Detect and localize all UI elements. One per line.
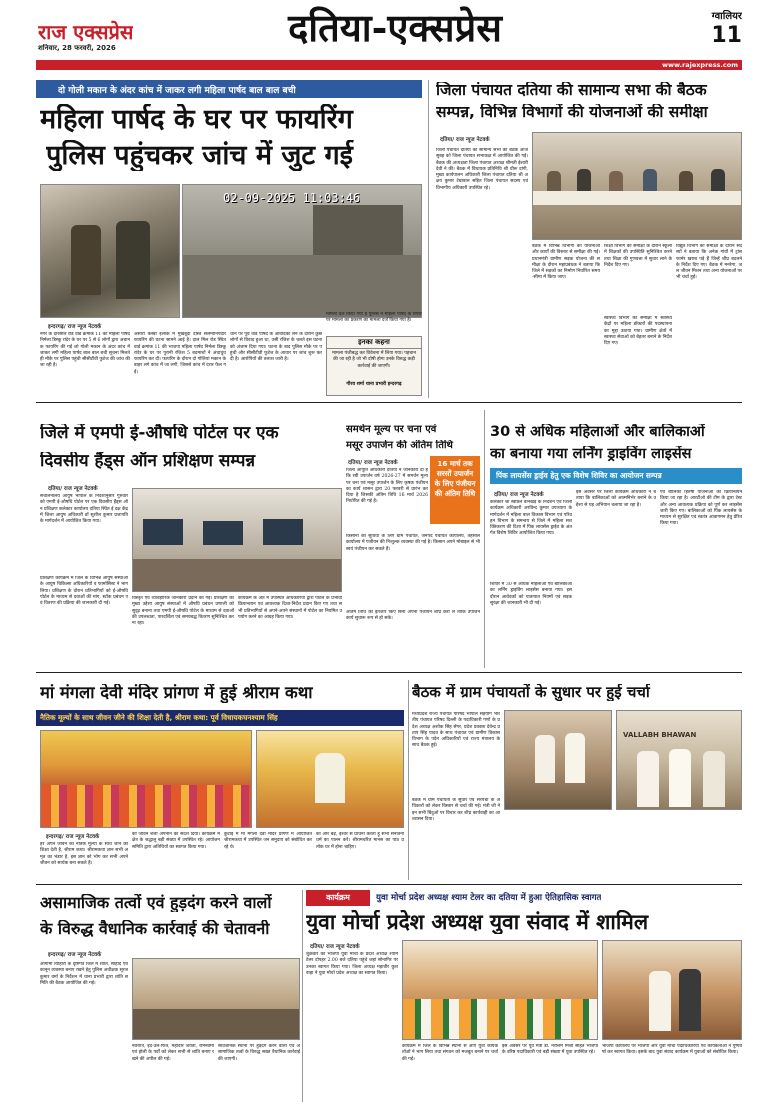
story7-body-2: बैठक में ग्राम पंचायतों के सुधार एवं सरपंचों के अधिकारों को लेकर विस्तार से चर्चा की गई। मंत्री जी ने इन सभी बिंदुओं पर विचार कर शीघ्र कार्यवाही का आश्वासन दिया। [412, 798, 500, 822]
story3-headline-1: जिले में एमपी ई-औषधि पोर्टल पर एक [40, 424, 279, 443]
story1-headline-1: महिला पार्षद के घर पर फायरिंग [40, 104, 353, 135]
story8-body-1: आगामी त्यौहारों के दृष्टिगत जिले में शांति, सौहार्द एवं कानून व्यवस्था बनाए रखने हेतु पुलिस अधीक्षक सूरज कुमार वर्मा के निर्देशन में थाना प्रभारी द्वारा शांति समिति की बैठक आयोजित की गई। [40, 962, 128, 986]
story4-body-2: किसानों की सुविधा के लिए ग्राम पंचायत, जनपद पंचायत कार्यालय, तहसील कार्यालय में पंजीयन की निःशुल्क व्यवस्था की गई है। किसान अपने मोबाइल से भी स्वयं पंजीयन कर सकते हैं। [346, 534, 480, 552]
story8-body-3: सार्वजनिक स्थानों पर हुड़दंग करने वालों एवं असामाजिक तत्वों के विरुद्ध सख्त वैधानिक कार्रवाई की जाएगी। [218, 1044, 300, 1062]
story3-photo-training [132, 488, 342, 592]
story6-subhead-band [36, 710, 404, 726]
story6-body-2: की जीवन शैली अपनाने का संदेश दिया। कार्यक्रम में क्षेत्र के श्रद्धालु बड़ी संख्या में उपस्थित रहे। आयोजन समिति द्वारा अतिथियों का स्वागत किया गया। [132, 832, 220, 850]
story2-headline-2: सम्पन्न, विभिन्न विभागों की योजनाओं की समीक्षा [436, 104, 708, 121]
story5-subhead-band [490, 468, 742, 484]
story4-byline: दतिया/ राज न्यूज नेटवर्क [348, 460, 398, 466]
story2-body-1: जिला पंचायत दतिया की सामान्य सभा की बैठक आज सुबह को जिला पंचायत सभाकक्ष में आयोजित की गई। बैठक की अध्यक्षता जिला पंचायत अध्यक्ष श्रीमती ईश्वरी देवी ने की। बैठक में विधायक प्रतिनिधि श्री धीरू दांगी, मुख्य कार्यपालन अधिकारी जिला पंचायत दतिया श्री अक्षय कुमार टेम्रावाल सहित जिला पंचायत सदस्य एवं विभागीय अधिकारी उपस्थित रहे। [436, 148, 528, 191]
story6-subhead: नैतिक मूल्यों के साथ जीवन जीने की शिक्षा देती है, श्रीराम कथा: पूर्व विधायकघनश्याम सिंह [40, 713, 278, 722]
column-rule [428, 80, 429, 398]
story9-kicker: युवा मोर्चा प्रदेश अध्यक्ष श्याम टेलर का दतिया में हुआ ऐतिहासिक स्वागत [376, 893, 602, 903]
story1-body-3: थाने पर पूर्व वार्ड पार्षद के आवेदिका लेने के दौरान कुछ लोगों से विवाद हुआ था, उसी रंजिश के चलते इस घटना को अंजाम दिया गया। घटना के बाद पुलिस मौके पर पहुंची और सीसीटीवी फुटेज के आधार पर जांच शुरू कर दी है। आरोपियों की तलाश जारी है। [230, 332, 322, 363]
story5-subhead: पिंक लायसेंस ड्राईव हेतु एक विशेष शिविर का आयोजन सम्पन्न [496, 471, 662, 480]
story2-body-3: शिक्षा विभाग की समीक्षा के दौरान स्कूलों में शिक्षकों की उपस्थिति सुनिश्चित करने तथा शिक्षा की गुणवत्ता में सुधार लाने के निर्देश दिए गए। [604, 244, 672, 268]
quote-box-sign: गौरव शर्मा थाना प्रभारी इन्दरगढ़ [346, 382, 402, 387]
story9-headline: युवा मोर्चा प्रदेश अध्यक्ष युवा संवाद में शामिल [306, 910, 649, 934]
quote-box-text: मामला पंजीबद्ध कर विवेचना में लिया गया। पहचान की जा रही है जो भी दोषी होगा उनके विरुद्ध कड़ी कार्रवाई की जाएगी। [332, 351, 416, 369]
column-rule [302, 890, 303, 1102]
story2-body-5: विद्युत विभाग की समीक्षा के दौरान सदस्यों ने बताया कि अनेक गांवों में ट्रांसफार्मर खराब पड़े हैं जिन्हें शीघ्र बदलने के निर्देश दिए गए। बैठक में मनरेगा, जल जीवन मिशन तथा अन्य योजनाओं पर भी चर्चा हुई। [676, 244, 742, 281]
story1-kicker-band [36, 80, 422, 98]
story7-headline: बैठक में ग्राम पंचायतों के सुधार पर हुई चर्चा [412, 684, 650, 701]
section-divider-1 [36, 402, 742, 403]
story1-quote-box [326, 336, 422, 396]
story3-body-1: संचालनालय आयुष भोपाल के निर्देशानुसार गुरुवार को एमपी ई-औषधि पोर्टल पर एक दिवसीय हैंड्स ऑन प्रशिक्षण कलेक्टर कार्यालय दतिया स्थित ई दक्ष केंद्र में जिला आयुष अधिकारी डॉ सुशील कुमार प्रजापति के मार्गदर्शन में आयोजित किया गया। [40, 494, 128, 525]
story8-body-2: नवरात्रि, ईद-उल-फित्र, महावीर जयंती, रामनवमी एवं होली के पर्वों को लेकर सभी से शांति बनाए रखने की अपील की गई। [132, 1044, 214, 1062]
story9-body-1: शुक्रवार को भाजपा युवा मोर्चा के प्रदेश अध्यक्ष श्याम टेलर दोपहर 2.00 बजे दतिया पहुंचे जहां सोनागिर पर उनका स्वागत किया गया। जिला अध्यक्ष महावीर कुशवाहा ने युवा मोर्चा प्रदेश अध्यक्ष का स्वागत किया। [306, 952, 398, 976]
story4-inset-text: 16 मार्च तक सरसों उपार्जन के लिए पंजीयन की अंतिम तिथि [434, 459, 476, 498]
story3-byline: दतिया/ राज न्यूज नेटवर्क [48, 486, 98, 492]
story8-headline-2: के विरुद्ध वैधानिक कार्रवाई की चेतावनी [40, 920, 270, 938]
site-url[interactable]: www.rajexpress.com [661, 61, 738, 69]
cctv-timestamp: 02-09-2025 11:03:46 [223, 191, 361, 205]
story3-headline-2: दिवसीय हैंड्स ऑन प्रशिक्षण सम्पन्न [40, 452, 256, 471]
section-divider-2 [36, 672, 742, 673]
quote-box-title: इनका कहना [327, 337, 421, 349]
masthead-rule [36, 60, 742, 70]
masthead-left [38, 14, 188, 58]
story3-body-2: प्रशिक्षण कार्यक्रम में जिले के विभिन्न आयुष संस्थाओं के आयुष चिकित्सा अधिकारियों व फार्मासिस्ट ने भाग लिया। प्रशिक्षण के दौरान प्रतिभागियों को ई-औषधि पोर्टल के माध्यम से दवाओं की मांग, स्टॉक प्रबंधन एवं वितरण की प्रक्रिया की जानकारी दी गई। [40, 576, 128, 607]
story6-photo-crowd [40, 730, 252, 828]
story5-body-4: एवं बालिका हितैषी योजनाओं का क्रियान्वयन किया जा रहा है। आरटीओ की टीम के द्वारा टेस्ट और अन्य आवश्यक प्रक्रिया को पूर्ण कर लाइसेंस जारी किए गए। बालिकाओं को पिंक लायसेंस के माध्यम से सुरक्षित एवं स्वतंत्र आवागमन हेतु प्रेरित किया गया। [660, 490, 742, 527]
story8-photo-meeting [132, 958, 300, 1040]
story6-byline: इन्दरगढ़/ राज न्यूज नेटवर्क [46, 834, 100, 840]
story1-byline: इन्दरगढ़/ राज न्यूज नेटवर्क [48, 324, 102, 330]
story2-body-2: बैठक में विभिन्न विभागों की योजनाओं और कार्यों की विस्तार से समीक्षा की गई। प्रधानमंत्री ग्रामीण सड़क योजना की समीक्षा के दौरान महाप्रबंधक ने बताया कि जिले में सड़कों का निर्माण निर्धारित समय-सीमा में किया जाए। [532, 244, 600, 281]
story5-headline-2: का बनाया गया लर्निंग ड्राइविंग लाइसेंस [490, 446, 692, 462]
story7-body-1: मध्यप्रदेश राज्य पंचायत परिषद भोपाल सहयोग भारतीय पंचायत परिषद दिल्ली के पदाधिकारी गणों के प्रदेश अध्यक्ष अशोक सिंह सेंगर, प्रदेश प्रवक्ता देवेन्द्र प्रताप सिंह यादव के साथ पंचायत एवं ग्रामीण विकास विभाग के पदेन अधिकारियों एवं राज्य मंत्रालय के साथ बैठक हुई। [412, 712, 500, 749]
story4-inset-box [430, 456, 480, 524]
story9-photo-welcome [402, 940, 598, 1040]
story6-headline: मां मंगला देवी मंदिर प्रांगण में हुई श्रीराम कथा [40, 684, 313, 702]
column-rule [484, 410, 485, 668]
story6-photo-stage [256, 730, 404, 828]
story2-headline-1: जिला पंचायत दतिया की सामान्य सभा की बैठक [436, 82, 707, 99]
story5-byline: दतिया/ राज न्यूज नेटवर्क [494, 492, 544, 498]
story9-photo-stage [602, 940, 742, 1040]
story5-body-3: इस अवसर पर जिला कार्यक्रम अधिकारी ने बताया कि बालिकाओं को आत्मनिर्भर बनाने के उद्देश्य से यह अभियान चलाया जा रहा है। [576, 490, 656, 508]
page-number: 11 [711, 23, 742, 48]
story5-headline-1: 30 से अधिक महिलाओं और बालिकाओं [490, 424, 705, 440]
story1-photo-police [40, 184, 180, 318]
column-rule [408, 680, 409, 880]
story4-headline-2: मसूर उपार्जन की अंतिम तिथि [346, 440, 453, 451]
story1-kicker: दो गोली मकान के अंदर कांच में जाकर लगी महिला पार्षद बाल बाल बची [58, 86, 296, 96]
story1-body-1: नगर के दारसौल रोड वार्ड क्रमांक 11 की महिला पार्षद निर्मला डिस्कू रांदेर के घर पर 5 से 6 लोगों द्वारा अचानक फायरिंग की गई जो गोली मकान के अंदर कांच में जाकर लगी महिला पार्षद बाल बाल बची सूचना मिलते ही मौके पर पुलिस पहुंची सीसीटीवी फुटेज की जांच की जा रही है। [40, 332, 130, 369]
story9-body-4: भाजपा कार्यालय पर भाजपा और युवा मोर्चा पदाधिकारियों एवं कार्यकर्ताओं ने पुष्पवर्षा कर स्वागत किया। इसके बाद युवा संवाद कार्यक्रम में युवाओं को संबोधित किया। [602, 1044, 742, 1056]
story9-tag: कार्यक्रम [306, 890, 370, 906]
edition-city: ग्वालियर [711, 11, 742, 22]
story7-photo-meeting [504, 710, 612, 810]
section-banner [230, 2, 560, 54]
story6-body-4: की ओर बढ़ें, ईश्वर से प्रार्थना करता हूं सभी सनातनी धर्म का पालन करें। श्रीरामचरित मानस का पाठ प्रत्येक घर में होना चाहिए। [316, 832, 404, 850]
story9-body-3: इस अवसर पर पूर्व मंत्री डॉ. नरोत्तम मिश्रा सहित भाजपा के वरिष्ठ पदाधिकारी एवं बड़ी संख्या में युवा उपस्थित रहे। [502, 1044, 598, 1056]
story7-photo-bhawan [616, 710, 742, 810]
story1-headline-2: पुलिस पहुंचकर जांच में जुट गई [46, 140, 353, 171]
story8-byline: इन्दरगढ़/ राज न्यूज नेटवर्क [48, 952, 102, 958]
story1-cctv-frame [182, 184, 422, 318]
story9-byline: दतिया/ राज न्यूज नेटवर्क [310, 944, 360, 950]
story5-body-2: शिविर में 30 से अधिक महिलाओं एवं बालिकाओं का लर्निंग ड्राइविंग लाइसेंस बनाया गया। इस दौरान आवेदकों को यातायात नियमों एवं सड़क सुरक्षा की जानकारी भी दी गई। [490, 582, 572, 606]
story4-headline-1: समर्थन मूल्य पर चना एवं [346, 424, 437, 435]
story6-body-3: कुटाई में मां मंगला देवी मंदिर प्रांगण में आयोजित श्रीरामकथा में उपस्थित जन समुदाय को संबोधित कर रहे थे। [224, 832, 312, 850]
paper-name: राज एक्सप्रेस [38, 20, 134, 44]
issue-date: शनिवार, 28 फरवरी, 2026 [38, 44, 116, 52]
story2-body-4: स्वास्थ्य विभाग की समीक्षा में स्वास्थ्य केंद्रों पर महिला डॉक्टरों की पदस्थापना का मुद्दा उठाया गया। ग्रामीण क्षेत्रों में स्वास्थ्य सेवाओं को बेहतर बनाने के निर्देश दिए गए। [604, 316, 672, 347]
story9-body-2: कार्यक्रम में जिले के विभिन्न स्थानों से आए युवा कार्यकर्ताओं ने भाग लिया तथा संगठन को मजबूत बनाने पर चर्चा की गई। [402, 1044, 498, 1062]
story3-body-3: विस्तृत एवं व्यावहारिक जानकारी प्रदान की गई। प्रशिक्षण का मुख्य उद्देश्य आयुष संस्थाओं में औषधि प्रबंधन प्रणाली को सुदृढ़ बनाना तथा एमपी ई-औषधि पोर्टल के माध्यम से दवाओं की उपलब्धता, पारदर्शिता एवं समयबद्ध वितरण सुनिश्चित करना रहा। [132, 596, 234, 627]
story2-photo-meeting [532, 132, 742, 240]
story4-body-1: जिला आपूर्ति अधिकारी दतिया ने जानकारी दी है कि रबी उपार्जन वर्ष 2026-27 में समर्थन मूल्य पर चना एवं मसूर उपार्जन के लिए कृषक पंजीयन का कार्य शासन द्वारा 20 फरवरी से प्रारंभ कर दिया है जिसकी अंतिम तिथि 16 मार्च 2026 निर्धारित की गई है। [346, 468, 428, 505]
story7-signboard: VALLABH BHAWAN [623, 731, 697, 739]
story1-body-4: मामला दर्ज किया गया है पुलिस ने महिला पार्षद के रिपोर्ट पर मामला का प्रकरण का मामला दर्ज किया गया है। [326, 312, 422, 324]
story2-byline: दतिया/ राज न्यूज नेटवर्क [440, 137, 490, 143]
section-title: दतिया-एक्सप्रेस [288, 5, 502, 50]
section-divider-3 [36, 884, 742, 885]
story6-body-1: हर अपने जीवन को नैतिक मूल्यों के साथ जीने की शिक्षा देती है, श्रीराम कथा। श्रीरामकथा ज्ञान सभी अमृत का भंडार है, इस ज्ञान को भोग कर सभी अपने जीवन को सार्थक बना सकते हैं। [40, 842, 128, 866]
story9-kicker-row [306, 888, 742, 908]
story8-headline-1: असामाजिक तत्वों एवं हुड़दंग करने वालों [40, 894, 272, 912]
story3-body-4: कार्यक्रम के अंत में उपस्थित अधिकारियों द्वारा पोर्टल के प्रभावी क्रियान्वयन एवं आवश्यक दिशा-निर्देश प्रदान किए गए तथा सभी प्रतिभागियों से अपने-अपने संस्थानों में पोर्टल का नियमित उपयोग करने का आग्रह किया गया। [238, 596, 342, 620]
masthead-right [690, 10, 742, 56]
story4-body-3: अंतिम तिथि का इंतजार किए बिना अपना पंजीयन शीघ्र करा लें ताकि उपार्जन कार्य सुचारू रूप से हो सके। [346, 610, 480, 622]
story5-body-1: कलेक्टर श्री स्वप्निल वानखड़े के निर्देशन एवं जिला कार्यक्रम अधिकारी अरविन्द कुमार उपाध्याय के मार्गदर्शन में महिला बाल विकास विभाग एवं परिवहन विभाग के समन्वय से जिले में महिला सशक्तिकरण की दिशा में पिंक लायसेंस ड्राईव के अंतर्गत विशेष शिविर आयोजित किया गया। [490, 500, 572, 537]
story1-body-2: अंसारी कस्बा इलाके में मुखबूदा दोस्त सलमानियेदार फायरिंग की घटना सामने आई है। दाल मिल रोड स्थित वार्ड क्रमांक 11 की भाजपा महिला पार्षद निर्मला डिस्कू रांदेर के घर पर पुरानी रंजिश 5 बदमाशों ने अंधाधुंध फायरिंग कर दी। फायरिंग के दौरान दो गोलियां मकान के बाहर लगे कांच में जा लगी, जिससे कांच में दरार फैल गई। [134, 332, 226, 375]
